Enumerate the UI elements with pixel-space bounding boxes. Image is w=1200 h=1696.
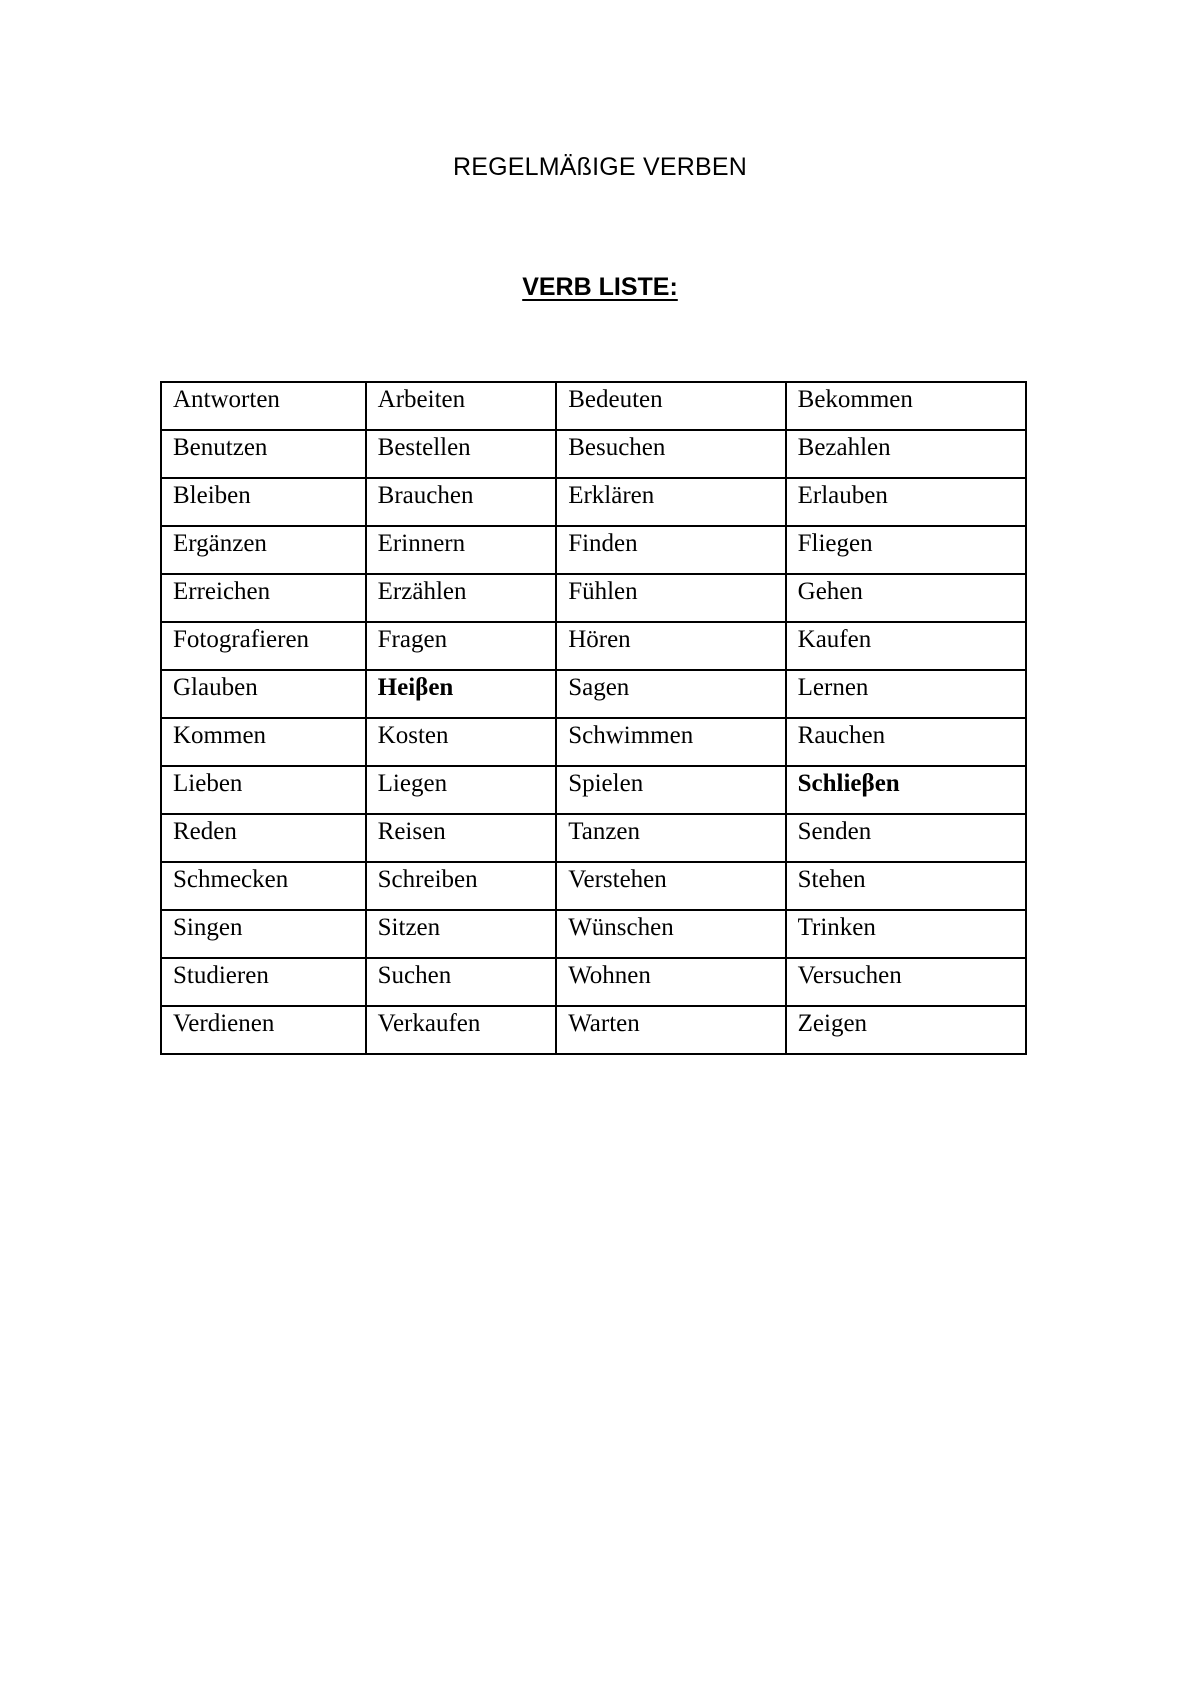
verb-table-body [161,382,1026,1054]
table-row [161,910,1026,958]
table-cell: Fühlen [556,574,785,622]
table-cell: Reisen [366,814,557,862]
table-cell: Sitzen [366,910,557,958]
table-row [161,1006,1026,1054]
table-cell: Trinken [786,910,1026,958]
table-cell: Zeigen [786,1006,1026,1054]
table-cell: Hören [556,622,785,670]
table-cell: Bedeuten [556,382,785,430]
table-cell: Verstehen [556,862,785,910]
table-cell: Besuchen [556,430,785,478]
table-row [161,430,1026,478]
verb-list-heading-text: VERB LISTE: [522,273,678,301]
table-cell: Verkaufen [366,1006,557,1054]
verb-list-heading [0,270,1200,304]
table-cell: Lieben [161,766,366,814]
table-cell: Fliegen [786,526,1026,574]
table-row [161,478,1026,526]
table-cell: Singen [161,910,366,958]
table-cell: Warten [556,1006,785,1054]
table-cell: Benutzen [161,430,366,478]
table-cell: Erinnern [366,526,557,574]
table-cell: Finden [556,526,785,574]
table-cell: Erreichen [161,574,366,622]
table-cell: Gehen [786,574,1026,622]
table-cell: Tanzen [556,814,785,862]
table-cell: Versuchen [786,958,1026,1006]
table-cell: Schwimmen [556,718,785,766]
table-row [161,814,1026,862]
table-row [161,958,1026,1006]
table-cell: Bekommen [786,382,1026,430]
page-title: REGELMÄßIGE VERBEN [453,153,747,181]
table-cell: Schmecken [161,862,366,910]
table-cell: Stehen [786,862,1026,910]
table-cell: Glauben [161,670,366,718]
table-row [161,526,1026,574]
table-row [161,622,1026,670]
table-cell: Bleiben [161,478,366,526]
table-cell: Rauchen [786,718,1026,766]
table-cell: Antworten [161,382,366,430]
table-cell: Sagen [556,670,785,718]
table-cell: Fragen [366,622,557,670]
table-cell: Fotografieren [161,622,366,670]
table-cell: Studieren [161,958,366,1006]
table-cell: Schreiben [366,862,557,910]
table-row [161,670,1026,718]
table-cell: Kommen [161,718,366,766]
table-cell: Brauchen [366,478,557,526]
table-cell: Erzählen [366,574,557,622]
table-row [161,862,1026,910]
table-cell: Suchen [366,958,557,1006]
table-cell: Bezahlen [786,430,1026,478]
table-cell: Erlauben [786,478,1026,526]
table-row [161,766,1026,814]
table-cell: Bestellen [366,430,557,478]
table-cell: Lernen [786,670,1026,718]
table-cell: Kosten [366,718,557,766]
table-cell: Verdienen [161,1006,366,1054]
table-row [161,382,1026,430]
table-cell: Reden [161,814,366,862]
table-row [161,718,1026,766]
table-cell: Wohnen [556,958,785,1006]
table-row [161,574,1026,622]
table-cell: Heiβen [366,670,557,718]
table-cell: Schlieβen [786,766,1026,814]
table-cell: Liegen [366,766,557,814]
verb-table [160,381,1027,1055]
table-cell: Spielen [556,766,785,814]
table-cell: Ergänzen [161,526,366,574]
table-cell: Senden [786,814,1026,862]
table-cell: Kaufen [786,622,1026,670]
table-cell: Erklären [556,478,785,526]
table-cell: Arbeiten [366,382,557,430]
table-cell: Wünschen [556,910,785,958]
